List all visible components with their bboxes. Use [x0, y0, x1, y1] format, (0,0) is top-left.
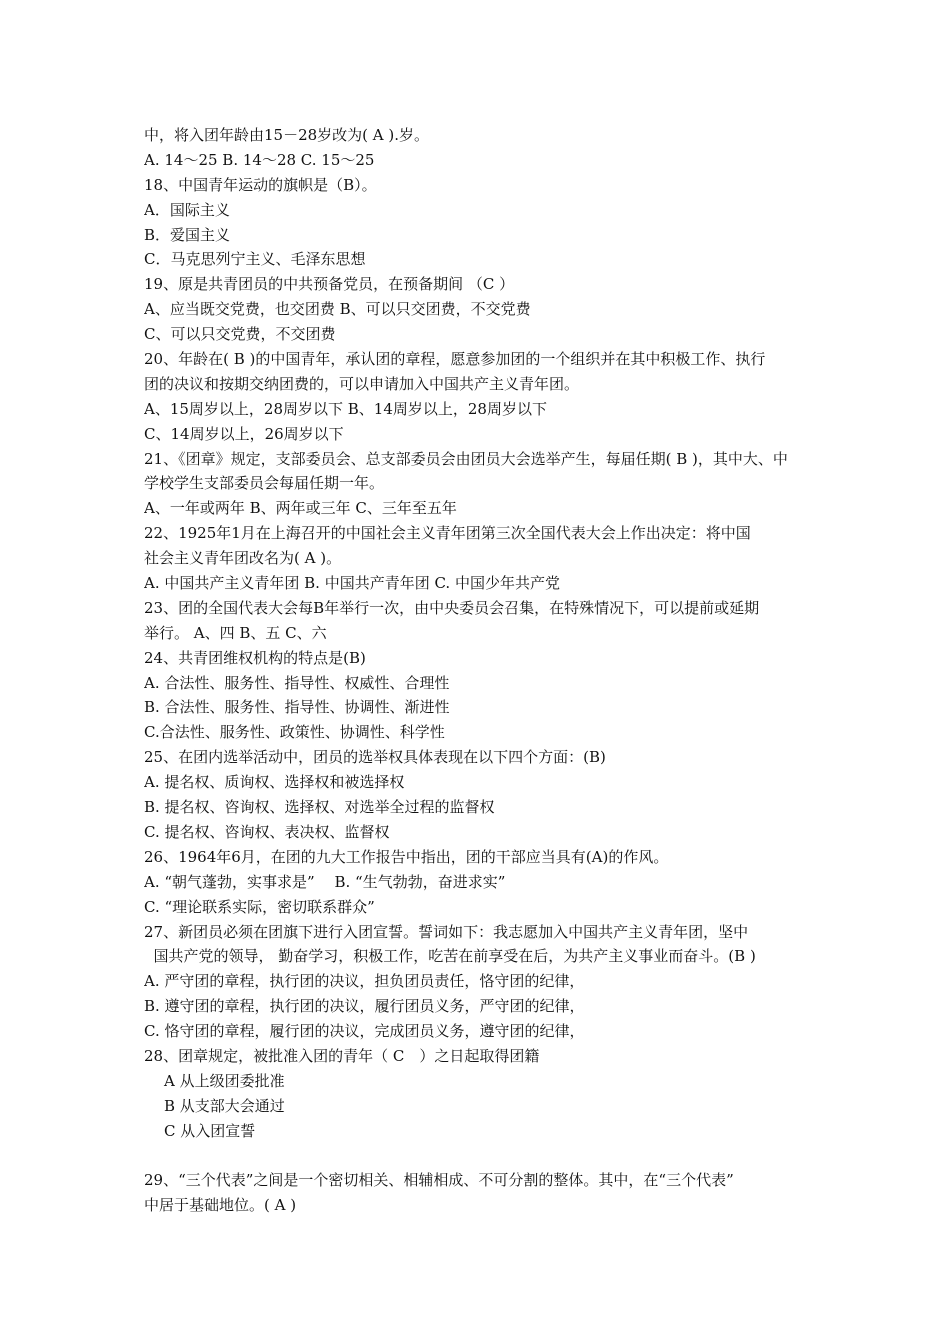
option-line: C. 恪守团的章程，履行团的决议，完成团员义务，遵守团的纪律，: [144, 1022, 585, 1041]
text-line: 学校学生支部委员会每届任期一年。: [144, 474, 385, 493]
option-line: A、应当既交党费，也交团费 B、可以只交团费，不交党费: [144, 300, 531, 319]
option-line: A. 严守团的章程，执行团的决议，担负团员责任，恪守团的纪律，: [144, 972, 585, 991]
question-21: 21、《团章》规定，支部委员会、总支部委员会由团员大会选举产生，每届任期( B )，其中大、中: [144, 449, 788, 468]
question-18: 18、中国青年运动的旗帜是（B）。: [144, 175, 377, 194]
question-25: 25、在团内选举活动中，团员的选举权具体表现在以下四个方面：(B): [144, 748, 606, 767]
text-line: 举行。 A、四 B、五 C、六: [144, 623, 327, 642]
text-line: 社会主义青年团改名为( A )。: [144, 549, 342, 568]
text-line: 中居于基础地位。( A ): [144, 1196, 297, 1215]
question-19: 19、原是共青团员的中共预备党员，在预备期间 （C ）: [144, 275, 515, 294]
option-line: C．马克思列宁主义、毛泽东思想: [144, 250, 366, 269]
option-line: A. 中国共产主义青年团 B. 中国共产青年团 C. 中国少年共产党: [144, 574, 560, 593]
option-line: C. “理论联系实际，密切联系群众”: [144, 897, 375, 916]
question-28: 28、团章规定，被批准入团的青年（ C ）之日起取得团籍: [144, 1046, 540, 1065]
option-line: C 从入团宣誓: [164, 1121, 256, 1140]
option-line: A、一年或两年 B、两年或三年 C、三年至五年: [144, 499, 457, 518]
text-line: A. 14～25 B. 14～28 C. 15～25: [144, 150, 375, 169]
option-line: B. 合法性、服务性、指导性、协调性、渐进性: [144, 698, 450, 717]
option-line: A. “朝气蓬勃，实事求是” B. “生气勃勃，奋进求实”: [144, 872, 506, 891]
text-line: 中，将入团年龄由15－28岁改为( A ).岁。: [144, 126, 430, 144]
question-24: 24、共青团维权机构的特点是(B): [144, 648, 366, 667]
text-line: 国共产党的领导， 勤奋学习，积极工作，吃苦在前享受在后，为共产主义事业而奋斗。(B ): [144, 947, 756, 966]
option-line: A. 提名权、质询权、选择权和被选择权: [144, 773, 405, 792]
question-23: 23、团的全国代表大会每B年举行一次，由中央委员会召集，在特殊情况下，可以提前或延期: [144, 598, 760, 617]
document-body: [144, 123, 814, 1218]
option-line: C.合法性、服务性、政策性、协调性、科学性: [144, 723, 445, 742]
option-line: B 从支部大会通过: [164, 1096, 285, 1115]
option-line: C. 提名权、咨询权、表决权、监督权: [144, 822, 390, 841]
option-line: A、15周岁以上，28周岁以下 B、14周岁以上，28周岁以下: [144, 399, 547, 418]
text-line: 团的决议和按期交纳团费的，可以申请加入中国共产主义青年团。: [144, 374, 580, 393]
question-26: 26、1964年6月，在团的九大工作报告中指出，团的干部应当具有(A)的作风。: [144, 847, 669, 866]
blank-line: [144, 1144, 814, 1169]
option-line: B. 提名权、咨询权、选择权、对选举全过程的监督权: [144, 798, 495, 817]
question-22: 22、1925年1月在上海召开的中国社会主义青年团第三次全国代表大会上作出决定：将中国: [144, 524, 751, 543]
option-line: B. 遵守团的章程，执行团的决议，履行团员义务，严守团的纪律，: [144, 997, 585, 1016]
option-line: C、可以只交党费，不交团费: [144, 325, 336, 344]
option-line: C、14周岁以上，26周岁以下: [144, 424, 344, 443]
option-line: A 从上级团委批准: [164, 1071, 285, 1090]
option-line: B．爱国主义: [144, 225, 231, 244]
question-20: 20、年龄在( B )的中国青年，承认团的章程，愿意参加团的一个组织并在其中积极工作、执行: [144, 350, 766, 369]
option-line: A．国际主义: [144, 200, 230, 219]
option-line: A. 合法性、服务性、指导性、权威性、合理性: [144, 673, 450, 692]
question-27: 27、新团员必须在团旗下进行入团宣誓。誓词如下：我志愿加入中国共产主义青年团，坚中: [144, 922, 749, 941]
question-29: 29、“三个代表”之间是一个密切相关、相辅相成、不可分割的整体。其中，在“三个代表”: [144, 1171, 734, 1190]
